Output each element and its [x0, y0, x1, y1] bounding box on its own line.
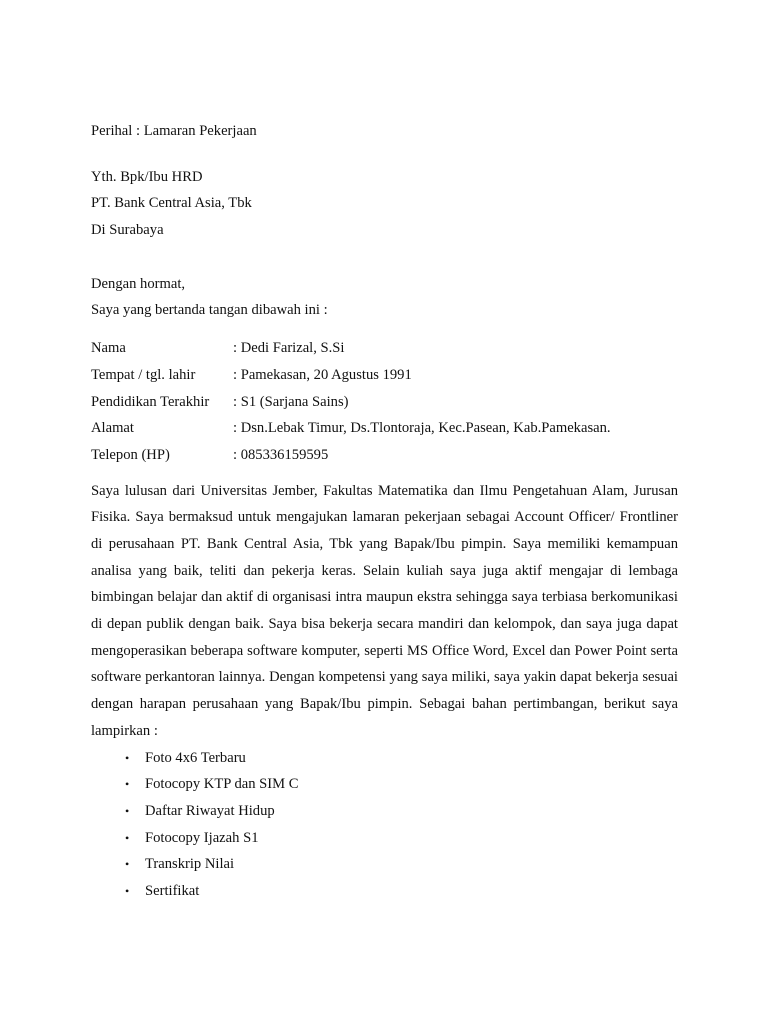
- detail-label: Alamat: [91, 420, 134, 437]
- subject-line: Perihal : Lamaran Pekerjaan: [91, 123, 257, 139]
- detail-row-name: [91, 335, 678, 362]
- detail-value: : Dedi Farizal, S.Si: [233, 340, 345, 357]
- bullet-icon: •: [125, 830, 130, 845]
- attachment-list: [91, 745, 678, 905]
- bullet-icon: •: [125, 777, 130, 792]
- list-item: [91, 798, 678, 825]
- recipient-block: [91, 164, 678, 244]
- attachment-label: Transkrip Nilai: [145, 856, 235, 873]
- list-item: [91, 771, 678, 798]
- detail-label: Telepon (HP): [91, 446, 170, 463]
- spacer: [91, 469, 678, 478]
- applicant-details: [91, 335, 678, 468]
- detail-value: : S1 (Sarjana Sains): [233, 393, 349, 410]
- bullet-icon: •: [125, 884, 130, 899]
- spacer: [91, 324, 678, 335]
- body-paragraph: Saya lulusan dari Universitas Jember, Fakultas Matematika dan Ilmu Pengetahuan Alam, Jurusan Fisika. Saya bermaksud untuk mengajukan lamaran pekerjaan sebagai Account Officer/ Frontliner di perusahaan PT. Bank Central Asia, Tbk yang Bapak/Ibu pimpin. Saya memiliki kemampuan analisa yang baik, teliti dan pekerja keras. Selain kuliah saya juga aktif mengajar di lembaga bimbingan belajar dan aktif di organisasi intra maupun ekstra sehingga saya terbiasa berkomunikasi di depan publik dengan baik. Saya bisa bekerja secara mandiri dan kelompok, dan saya juga dapat mengoperasikan beberapa software komputer, seperti MS Office Word, Excel dan Power Point serta software perkantoran lainnya. Dengan kompetensi yang saya miliki, saya yakin dapat bekerja sesuai dengan harapan perusahaan yang Bapak/Ibu pimpin. Sebagai bahan pertimbangan, berikut saya lampirkan :: [91, 482, 678, 739]
- detail-label: Pendidikan Terakhir: [91, 393, 210, 410]
- detail-row-education: [91, 389, 678, 416]
- detail-value: : Pamekasan, 20 Agustus 1991: [233, 366, 412, 383]
- detail-row-phone: [91, 442, 678, 469]
- attachment-label: Sertifikat: [145, 883, 200, 900]
- bullet-icon: •: [125, 803, 130, 818]
- intro-line: Saya yang bertanda tangan dibawah ini :: [91, 302, 328, 319]
- bullet-icon: •: [125, 857, 130, 872]
- attachment-label: Daftar Riwayat Hidup: [145, 802, 275, 819]
- bullet-icon: •: [125, 750, 130, 765]
- attachment-label: Fotocopy KTP dan SIM C: [145, 776, 299, 793]
- detail-label: Tempat / tgl. lahir: [91, 366, 196, 383]
- spacer: [91, 145, 678, 164]
- detail-value: : Dsn.Lebak Timur, Ds.Tlontoraja, Kec.Pasean, Kab.Pamekasan.: [233, 420, 611, 437]
- recipient-line-2: PT. Bank Central Asia, Tbk: [91, 195, 252, 212]
- detail-label: Nama: [91, 340, 126, 357]
- attachment-label: Fotocopy Ijazah S1: [145, 829, 259, 846]
- detail-value: : 085336159595: [233, 446, 329, 463]
- recipient-line-3: Di Surabaya: [91, 222, 164, 239]
- list-item: [91, 745, 678, 772]
- list-item: [91, 825, 678, 852]
- list-item: [91, 851, 678, 878]
- detail-row-birth: [91, 362, 678, 389]
- recipient-line-1: Yth. Bpk/Ibu HRD: [91, 168, 203, 185]
- attachment-label: Foto 4x6 Terbaru: [145, 749, 246, 766]
- spacer: [91, 244, 678, 271]
- greeting: Dengan hormat,: [91, 275, 186, 292]
- letter-page: [91, 118, 678, 905]
- detail-row-address: [91, 415, 678, 442]
- list-item: [91, 878, 678, 905]
